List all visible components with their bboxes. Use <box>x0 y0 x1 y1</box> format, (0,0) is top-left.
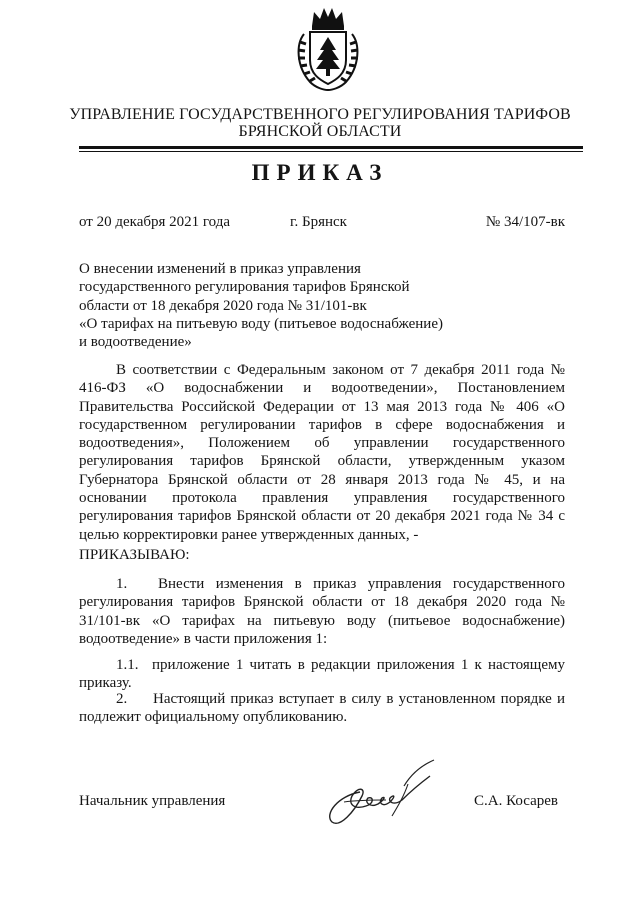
order-item-number: 1. <box>116 576 128 592</box>
signatory-name: С.А. Косарев <box>474 793 558 809</box>
subject-line: «О тарифах на питьевую воду (питьевое водоснабжение) <box>79 315 443 332</box>
subject-line: области от 18 декабря 2020 года № 31/101-вк <box>79 297 367 314</box>
order-item-2 <box>79 690 565 727</box>
order-item-1 <box>79 575 565 648</box>
org-name-line2: БРЯНСКОЙ ОБЛАСТИ <box>238 123 402 140</box>
order-item-text: приложение 1 читать в редакции приложения 1 к настоящему приказу. <box>79 657 565 692</box>
document-number: № 34/107-вк <box>485 214 565 230</box>
org-name-line1: УПРАВЛЕНИЕ ГОСУДАРСТВЕННОГО РЕГУЛИРОВАНИЯ ТАРИФОВ <box>69 106 571 123</box>
preamble-paragraph: В соответствии с Федеральным законом от 7 декабря 2011 года № 416-ФЗ «О водоснабжении и водоотведении», Постановлением Правительства Российской Федерации от 13 мая 2013 года № 406 «О государственном регулировании тарифов в сфере водоснабжения и водоотведения», Положением об управлении государственного регулирования тарифов Брянской области, утвержденным указом Губернатора Брянской области от 28 января 2013 года № 45, и на основании протокола правления управления государственного регулирования тарифов Брянской области от 20 декабря 2021 года № 34 с целью корректировки ранее утвержденных данных, - <box>79 362 565 543</box>
order-item-text: Внести изменения в приказ управления государственного регулирования тарифов Брянской области от 18 декабря 2020 года № 31/101-вк «О тарифах на питьевую воду (питьевое водоснабжение) водоотведение» в части приложения 1: <box>79 576 565 647</box>
header-divider-thick <box>79 146 583 149</box>
subject-line: государственного регулирования тарифов Брянской <box>79 279 410 296</box>
document-subject <box>79 260 499 351</box>
order-item-number: 1.1. <box>116 657 139 673</box>
document-city: г. Брянск <box>290 214 347 230</box>
order-heading: ПРИКАЗЫВАЮ: <box>79 547 190 563</box>
order-item-number: 2. <box>116 691 128 707</box>
subject-line: О внесении изменений в приказ управления <box>79 261 361 277</box>
document-date: от 20 декабря 2021 года <box>79 214 231 230</box>
header-divider-thin <box>79 151 583 152</box>
order-item-1-1 <box>79 656 565 693</box>
subject-line: и водоотведение» <box>79 334 192 351</box>
document-title: ПРИКАЗ <box>251 160 389 185</box>
order-item-text: Настоящий приказ вступает в силу в установленном порядке и подлежит официальному опубликованию. <box>79 691 565 726</box>
coat-of-arms-emblem <box>290 4 366 94</box>
signatory-position: Начальник управления <box>79 793 226 809</box>
handwritten-signature <box>308 756 444 828</box>
